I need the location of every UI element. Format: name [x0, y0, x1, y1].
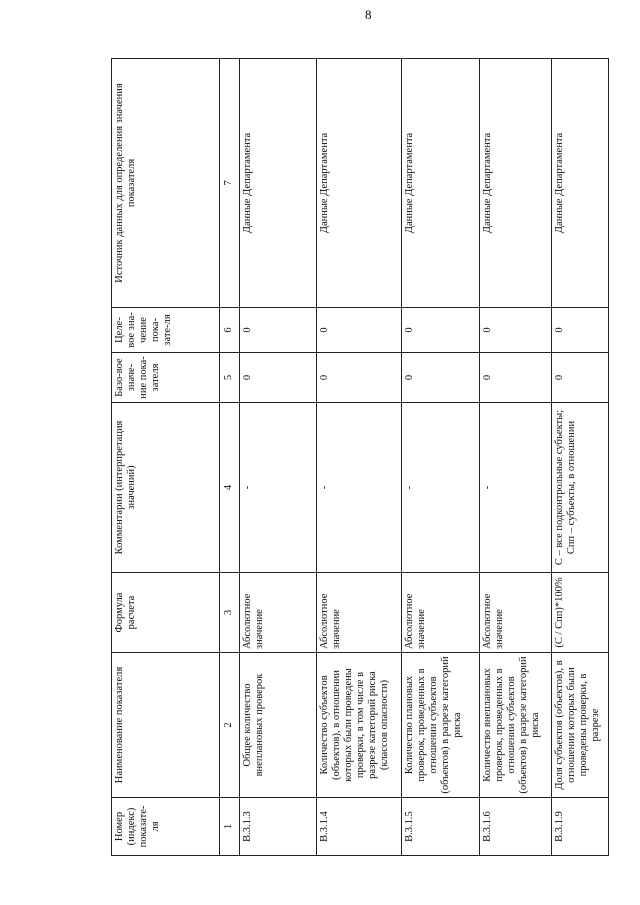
row-comment: -	[402, 403, 480, 573]
row-name: Количество субъектов (объектов), в отношении которых были проведены проверки, в том числе в разрезе категорий риска (классов опасности)	[317, 653, 402, 798]
row-formula: Абсолютное значение	[480, 573, 552, 653]
header-target-value: Целе-вое зна-чение пока-зате-ля	[112, 308, 220, 353]
header-comment: Комментарии (интерпретация значений)	[112, 403, 220, 573]
row-formula: (С / Спп)*100%	[552, 573, 609, 653]
row-index: В.3.1.4	[317, 798, 402, 856]
indicators-table	[111, 58, 609, 856]
row-name: Количество плановых проверок, проведенных в отношении субъектов (объектов) в разрезе категорий риска	[402, 653, 480, 798]
row-source: Данные Департамента	[240, 59, 317, 308]
table-row	[402, 59, 480, 856]
row-comment: -	[317, 403, 402, 573]
row-base-value: 0	[240, 353, 317, 403]
header-formula: Формула расчета	[112, 573, 220, 653]
row-base-value: 0	[317, 353, 402, 403]
row-comment: С – все подконтрольные субъекты; Спп – субъекты, в отношении	[552, 403, 609, 573]
row-base-value: 0	[552, 353, 609, 403]
table-frame	[111, 59, 608, 856]
header-base-value: Базо-вое значе-ние пока-зателя	[112, 353, 220, 403]
column-number: 3	[220, 573, 240, 653]
header-row	[112, 59, 220, 856]
column-number: 2	[220, 653, 240, 798]
row-index: В.3.1.9	[552, 798, 609, 856]
row-source: Данные Департамента	[480, 59, 552, 308]
row-comment: -	[480, 403, 552, 573]
row-base-value: 0	[402, 353, 480, 403]
table-row	[552, 59, 609, 856]
row-formula: Абсолютное значение	[402, 573, 480, 653]
row-formula: Абсолютное значение	[240, 573, 317, 653]
column-numbers-row	[220, 59, 240, 856]
header-source: Источник данных для определения значения показателя	[112, 59, 220, 308]
row-source: Данные Департамента	[402, 59, 480, 308]
row-target-value: 0	[240, 308, 317, 353]
row-formula: Абсолютное значение	[317, 573, 402, 653]
row-index: В.3.1.5	[402, 798, 480, 856]
table-row	[240, 59, 317, 856]
row-target-value: 0	[317, 308, 402, 353]
column-number: 4	[220, 403, 240, 573]
row-name: Доля субъектов (объектов), в отношении которых были проведены проверки, в разрезе	[552, 653, 609, 798]
row-comment: -	[240, 403, 317, 573]
column-number: 1	[220, 798, 240, 856]
page-number: 8	[365, 7, 372, 22]
row-index: В.3.1.6	[480, 798, 552, 856]
column-number: 5	[220, 353, 240, 403]
column-number: 6	[220, 308, 240, 353]
row-target-value: 0	[552, 308, 609, 353]
row-name: Общее количество внеплановых проверок	[240, 653, 317, 798]
table-row	[317, 59, 402, 856]
row-target-value: 0	[480, 308, 552, 353]
row-source: Данные Департамента	[552, 59, 609, 308]
row-target-value: 0	[402, 308, 480, 353]
header-index: Номер (индекс) показате-ля	[112, 798, 220, 856]
table-row	[480, 59, 552, 856]
rotated-table	[111, 59, 608, 856]
row-name: Количество внеплановых проверок, проведенных в отношении субъектов (объектов) в разрезе категорий риска	[480, 653, 552, 798]
row-index: В.3.1.3	[240, 798, 317, 856]
header-name: Наименование показателя	[112, 653, 220, 798]
row-source: Данные Департамента	[317, 59, 402, 308]
row-base-value: 0	[480, 353, 552, 403]
column-number: 7	[220, 59, 240, 308]
